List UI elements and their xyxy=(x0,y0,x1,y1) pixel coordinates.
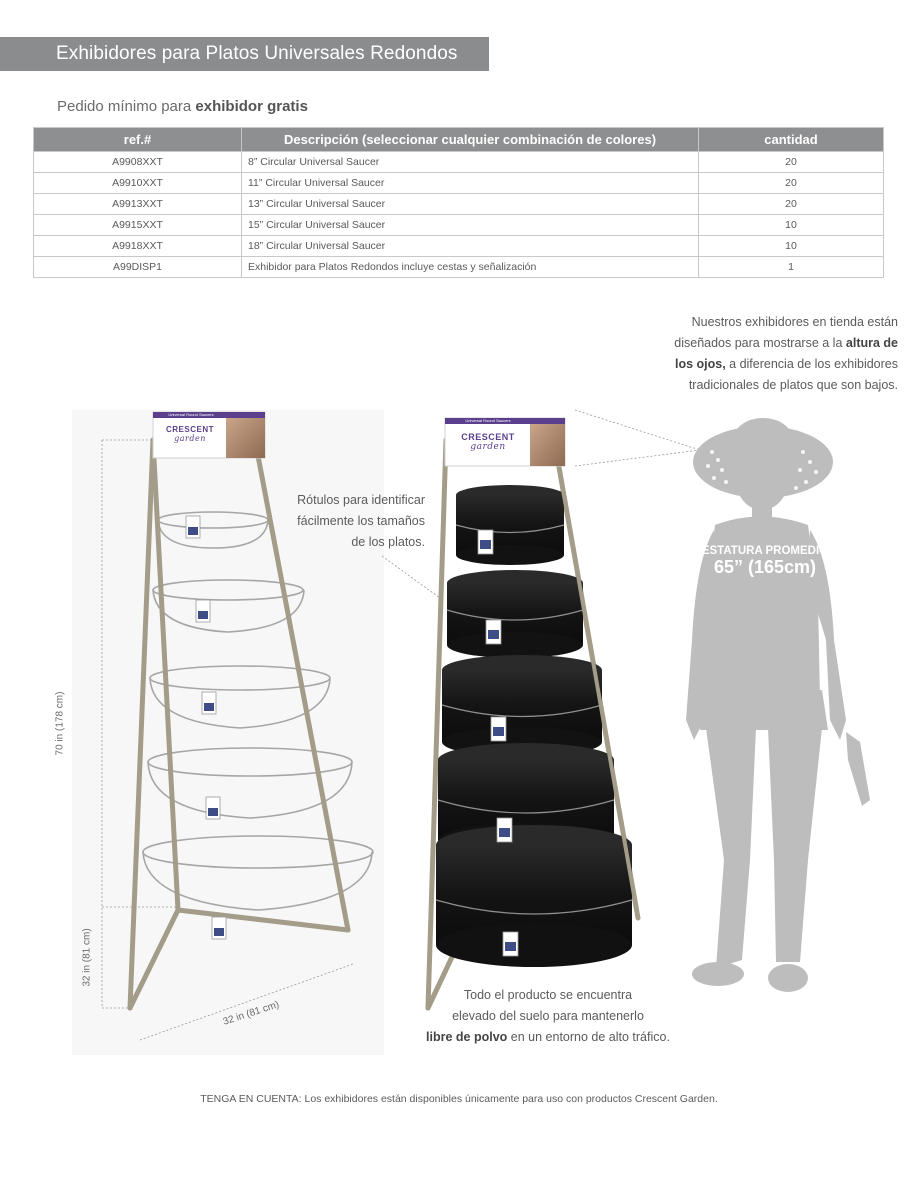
base-height-dimension-label: 32 in (81 cm) xyxy=(81,928,93,987)
cell-desc: Exhibidor para Platos Redondos incluye cestas y señalización xyxy=(242,257,699,278)
callout-line: elevado del suelo para mantenerlo xyxy=(452,1009,644,1023)
callout-dust xyxy=(400,985,696,1048)
callout-labels xyxy=(270,490,425,553)
sign-brand-left xyxy=(157,425,223,443)
cell-ref: A9910XXT xyxy=(34,173,242,194)
cell-qty: 20 xyxy=(699,194,884,215)
height-dimension-label: 70 in (178 cm) xyxy=(54,691,66,756)
subtitle-bold: exhibidor gratis xyxy=(195,98,308,115)
sign-brand-right xyxy=(449,432,527,452)
callout-bold: altura de xyxy=(845,336,898,350)
callout-text: a diferencia de los exhibidores xyxy=(725,357,898,371)
sign-script-text: garden xyxy=(470,442,506,452)
cell-qty: 1 xyxy=(699,257,884,278)
loaded-rack xyxy=(428,418,638,1008)
callout-bold: libre de polvo xyxy=(426,1030,508,1044)
col-quantity: cantidad xyxy=(699,128,884,152)
callout-line xyxy=(400,1027,696,1048)
callout-line: fácilmente los tamaños xyxy=(297,514,425,528)
callout-line: Todo el producto se encuentra xyxy=(463,988,633,1002)
person-silhouette xyxy=(686,418,870,992)
cell-qty: 20 xyxy=(699,173,884,194)
callout-text: diseñados para mostrarse a la xyxy=(674,336,846,350)
cell-ref: A9918XXT xyxy=(34,236,242,257)
callout-line: Nuestros exhibidores en tienda están xyxy=(691,315,898,329)
sign-tag-left: Universal Round Saucers xyxy=(168,412,214,417)
callout-line: de los platos. xyxy=(351,535,425,549)
cell-desc: 11” Circular Universal Saucer xyxy=(242,173,699,194)
base-width-dimension-label: 32 in (81 cm) xyxy=(221,999,281,1028)
cell-desc: 15” Circular Universal Saucer xyxy=(242,215,699,236)
sign-tag-right: Universal Round Saucers xyxy=(465,418,511,423)
col-ref: ref.# xyxy=(34,128,242,152)
callout-text: en un entorno de alto tráfico. xyxy=(507,1030,670,1044)
wire-rings xyxy=(143,512,373,910)
callout-line: Rótulos para identificar xyxy=(297,493,425,507)
sign-brand-text: CRESCENT xyxy=(165,425,214,434)
average-height-label xyxy=(690,545,840,578)
average-height-title: ESTATURA PROMEDIO xyxy=(701,545,829,557)
footer-note: TENGA EN CUENTA: Los exhibidores están disponibles únicamente para uso con productos Crescent Garden. xyxy=(200,1093,718,1105)
cell-qty: 20 xyxy=(699,152,884,173)
cell-qty: 10 xyxy=(699,215,884,236)
cell-desc: 18” Circular Universal Saucer xyxy=(242,236,699,257)
sign-script-text: garden xyxy=(174,434,206,443)
average-height-value: 65” (165cm) xyxy=(713,557,817,577)
tag-codes xyxy=(188,527,224,936)
cell-ref: A9913XXT xyxy=(34,194,242,215)
page-title: Exhibidores para Platos Universales Redondos xyxy=(56,43,458,64)
cell-ref: A99DISP1 xyxy=(34,257,242,278)
callout-line: tradicionales de platos que son bajos. xyxy=(688,378,898,392)
subtitle-text: Pedido mínimo para xyxy=(57,98,196,115)
col-description: Descripción (seleccionar cualquier combinación de colores) xyxy=(242,128,699,152)
cell-desc: 13” Circular Universal Saucer xyxy=(242,194,699,215)
callout-bold: los ojos, xyxy=(674,357,726,371)
cell-ref: A9915XXT xyxy=(34,215,242,236)
cell-desc: 8” Circular Universal Saucer xyxy=(242,152,699,173)
cell-qty: 10 xyxy=(699,236,884,257)
sign-brand-text: CRESCENT xyxy=(461,432,515,442)
cell-ref: A9908XXT xyxy=(34,152,242,173)
